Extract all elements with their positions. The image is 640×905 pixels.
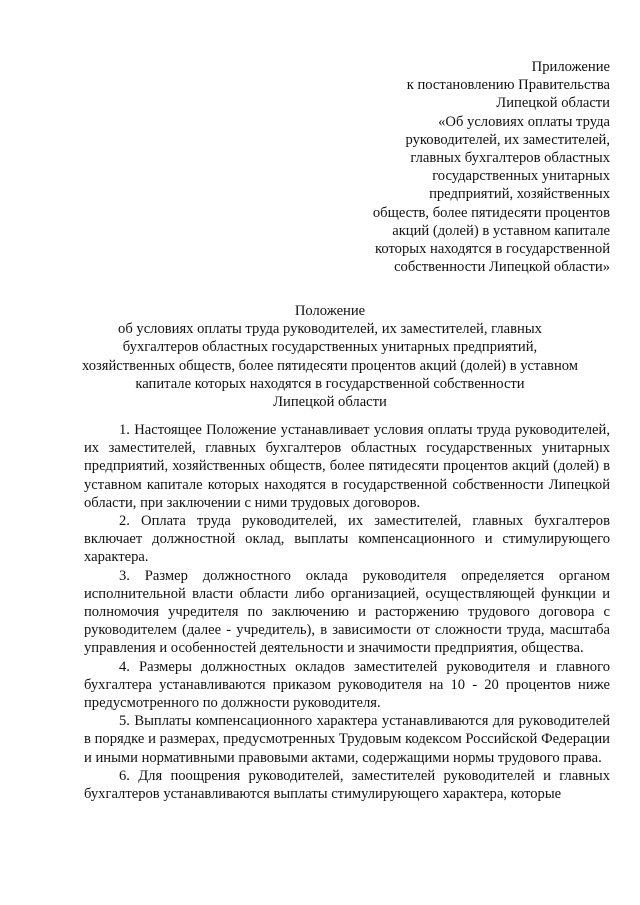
document-subtitle-line: Липецкой области xyxy=(273,394,387,411)
appendix-line: государственных унитарных xyxy=(432,168,610,185)
document-subtitle-line: хозяйственных обществ, более пятидесяти процентов акций (долей) в уставном xyxy=(81,357,579,374)
appendix-line: акций (долей) в уставном капитале xyxy=(392,222,610,239)
appendix-line: к постановлению Правительства xyxy=(406,77,610,94)
paragraph-2: 2. Оплата труда руководителей, их заместителей, главных бухгалтеров включает должностной оклад, выплаты компенсационного и стимулирующего характера. xyxy=(84,513,610,566)
document-subtitle-line: капитале которых находятся в государственной собственности xyxy=(135,375,525,392)
appendix-line: Приложение xyxy=(531,59,610,75)
document-subtitle-line: об условиях оплаты труда руководителей, их заместителей, главных xyxy=(118,321,542,338)
paragraph-1: 1. Настоящее Положение устанавливает условия оплаты труда руководителей, их заместителей, главных бухгалтеров областных государственных унитарных предприятий, хозяйственных обществ, более пятидесяти процентов акций (долей) в уставном капитале которых находятся в государственной собственности Липецкой области, при заключении с ними трудовых договоров. xyxy=(84,422,610,511)
document-heading: Положение xyxy=(294,303,366,319)
paragraph-3: 3. Размер должностного оклада руководителя определяется органом исполнительной власти области либо организацией, осуществляющей функции и полномочия учредителя по заключению и расторжению трудового договора с руководителем (далее - учредитель), в зависимости от сложности труда, масштаба управления и особенностей деятельности и значимости предприятия, общества. xyxy=(84,567,610,657)
appendix-line: Липецкой области xyxy=(496,95,610,112)
paragraph-4: 4. Размеры должностных окладов заместителей руководителя и главного бухгалтера устанавливаются приказом руководителя на 10 - 20 процентов ниже предусмотренного по должности руководителя. xyxy=(84,658,610,712)
appendix-line: предприятий, хозяйственных xyxy=(429,186,610,203)
document-title-block xyxy=(60,302,600,411)
document-subtitle-line: бухгалтеров областных государственных унитарных предприятий, xyxy=(122,339,538,356)
appendix-line: руководителей, их заместителей, xyxy=(405,131,610,148)
appendix-line: которых находятся в государственной xyxy=(375,241,610,258)
appendix-block xyxy=(310,58,610,276)
document-body xyxy=(84,421,610,803)
appendix-line: «Об условиях оплаты труда xyxy=(438,113,610,130)
appendix-line: обществ, более пятидесяти процентов xyxy=(372,204,610,221)
paragraph-6: 6. Для поощрения руководителей, заместителей руководителей и главных бухгалтеров устанавливаются выплаты стимулирующего характера, которые xyxy=(84,767,610,803)
appendix-line: главных бухгалтеров областных xyxy=(410,150,610,167)
paragraph-5: 5. Выплаты компенсационного характера устанавливаются для руководителей в порядке и размерах, предусмотренных Трудовым кодексом Российской Федерации и иными нормативными правовыми актами, содержащими нормы трудового права. xyxy=(84,713,610,766)
appendix-line: собственности Липецкой области» xyxy=(394,259,610,276)
